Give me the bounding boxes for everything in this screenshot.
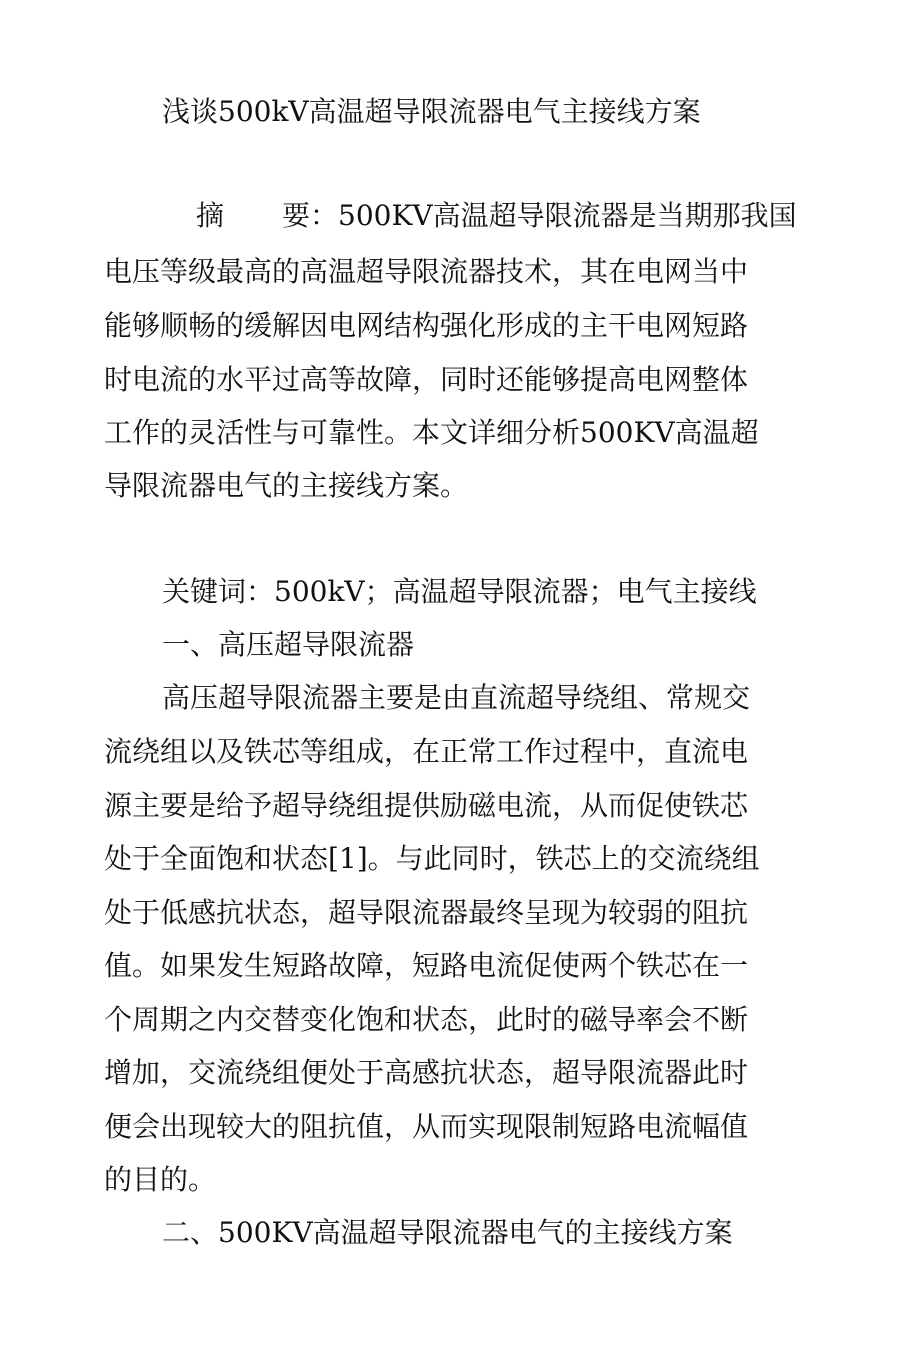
abstract-text-line: 500KV高温超导限流器是当期那我国 — [338, 199, 797, 232]
abstract-first-line — [196, 196, 797, 236]
section1-text-line: 流绕组以及铁芯等组成，在正常工作过程中，直流电 — [104, 735, 749, 768]
document-title: 浅谈500kV高温超导限流器电气主接线方案 — [162, 95, 701, 128]
abstract-label-part1: 摘 — [196, 199, 225, 232]
keywords-line: 关键词：500kV；高温超导限流器；电气主接线 — [162, 575, 757, 608]
section1-text-line: 的目的。 — [104, 1163, 217, 1196]
abstract-text-line: 电压等级最高的高温超导限流器技术，其在电网当中 — [104, 255, 749, 288]
section1-text-line: 增加，交流绕组便处于高感抗状态，超导限流器此时 — [104, 1056, 749, 1089]
section1-text-line: 个周期之内交替变化饱和状态，此时的磁导率会不断 — [104, 1003, 749, 1036]
abstract-text-line: 工作的灵活性与可靠性。本文详细分析500KV高温超 — [104, 416, 759, 449]
section2-heading: 二、500KV高温超导限流器电气的主接线方案 — [162, 1216, 733, 1249]
section1-heading: 一、高压超导限流器 — [162, 628, 415, 661]
section1-text-line: 处于低感抗状态，超导限流器最终呈现为较弱的阻抗 — [104, 896, 749, 929]
abstract-label-part2: 要： — [282, 199, 339, 232]
section1-text-line: 高压超导限流器主要是由直流超导绕组、常规交 — [162, 681, 751, 714]
section1-text-line: 便会出现较大的阻抗值，从而实现限制短路电流幅值 — [104, 1110, 749, 1143]
section1-text-line: 值。如果发生短路故障，短路电流促使两个铁芯在一 — [104, 949, 749, 982]
abstract-text-line: 能够顺畅的缓解因电网结构强化形成的主干电网短路 — [104, 309, 749, 342]
abstract-text-line: 时电流的水平过高等故障，同时还能够提高电网整体 — [104, 363, 749, 396]
section1-text-line: 处于全面饱和状态[1]。与此同时，铁芯上的交流绕组 — [104, 842, 760, 875]
abstract-text-line: 导限流器电气的主接线方案。 — [104, 469, 469, 502]
section1-text-line: 源主要是给予超导绕组提供励磁电流，从而促使铁芯 — [104, 789, 749, 822]
